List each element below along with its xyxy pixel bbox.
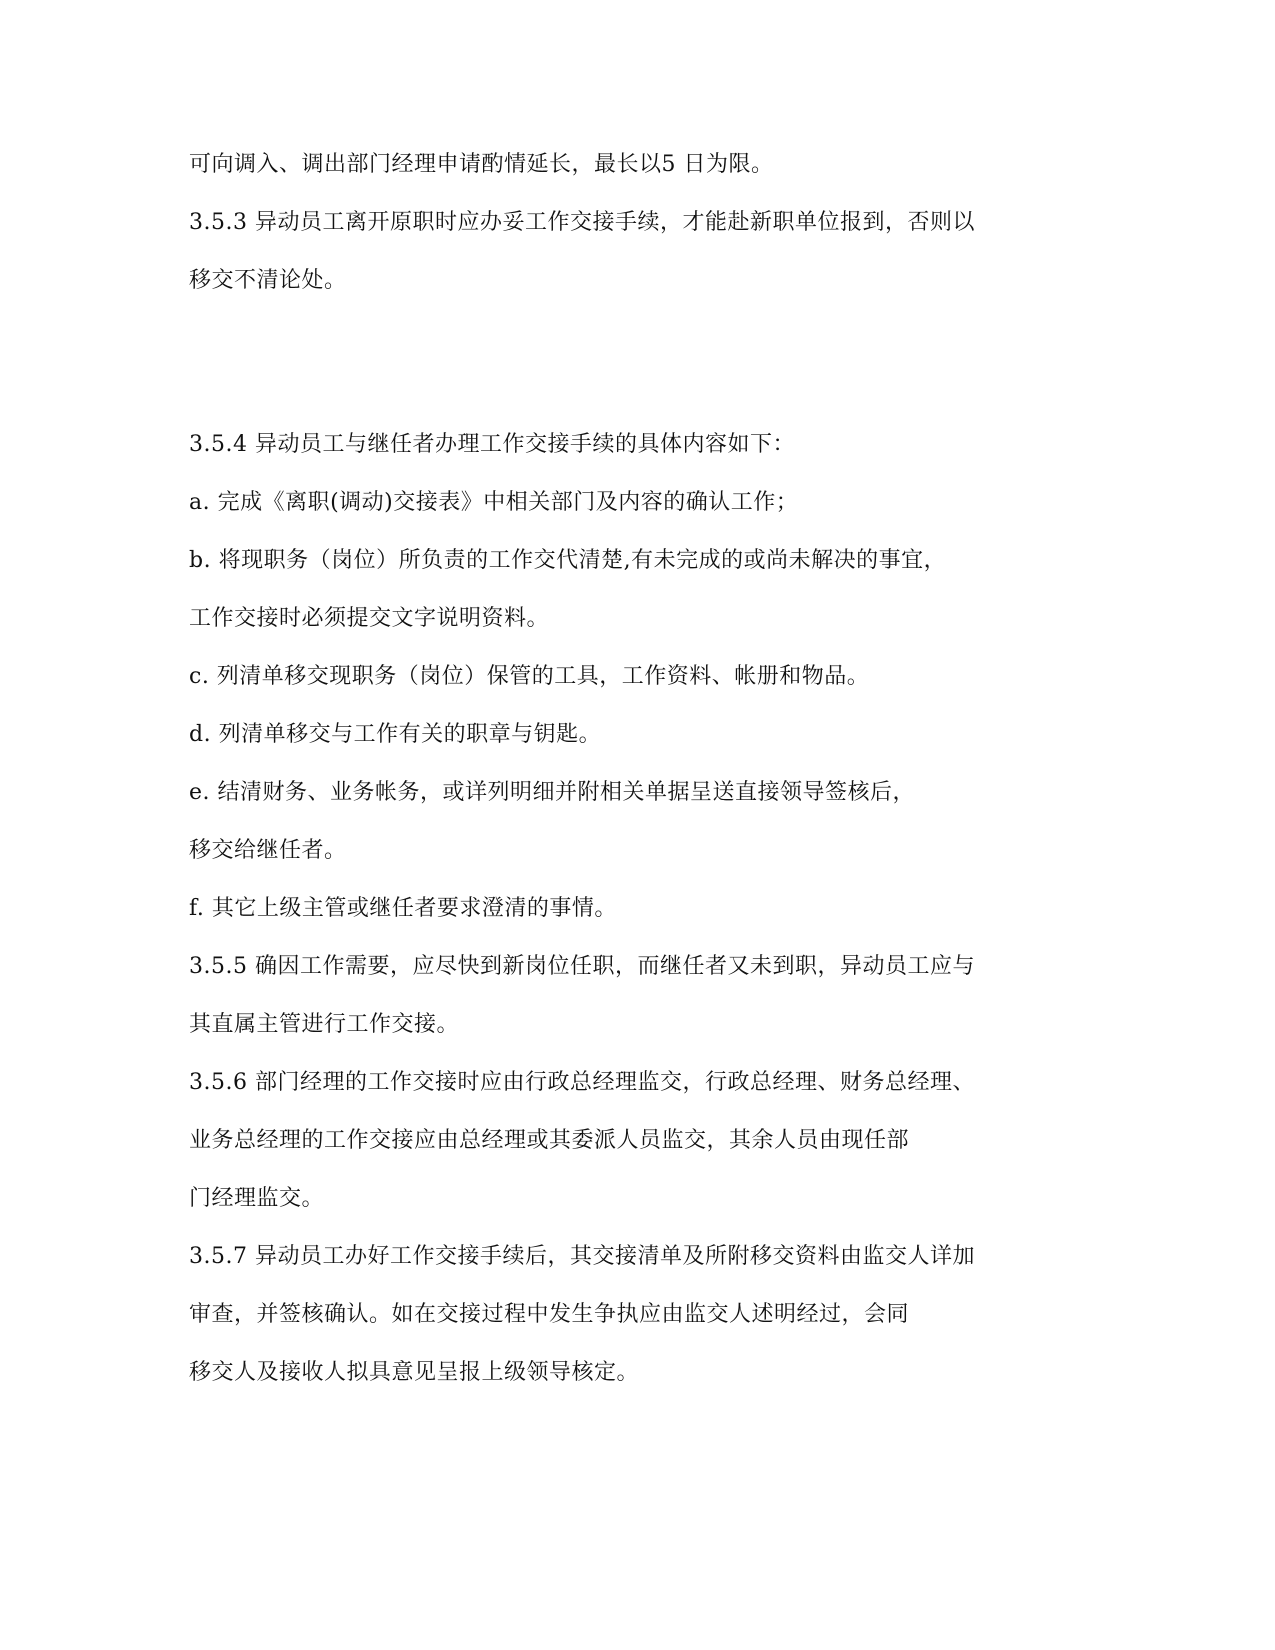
text-line: 3.5.5 确因工作需要，应尽快到新岗位任职，而继任者又未到职，异动员工应与	[189, 954, 975, 979]
text-line: d. 列清单移交与工作有关的职章与钥匙。	[189, 722, 602, 747]
text-line: 移交人及接收人拟具意见呈报上级领导核定。	[189, 1360, 640, 1385]
text-line: 可向调入、调出部门经理申请酌情延长，最长以5 日为限。	[189, 152, 774, 177]
text-line: 审查，并签核确认。如在交接过程中发生争执应由监交人述明经过，会同	[189, 1302, 910, 1327]
text-line: 工作交接时必须提交文字说明资料。	[189, 606, 550, 631]
text-line: 门经理监交。	[189, 1186, 325, 1211]
text-line: e. 结清财务、业务帐务，或详列明细并附相关单据呈送直接领导签核后，	[189, 780, 916, 805]
text-line: 3.5.3 异动员工离开原职时应办妥工作交接手续，才能赴新职单位报到，否则以	[189, 210, 975, 235]
text-line: 3.5.6 部门经理的工作交接时应由行政总经理监交，行政总经理、财务总经理、	[189, 1070, 975, 1095]
text-line: 3.5.4 异动员工与继任者办理工作交接手续的具体内容如下：	[189, 432, 795, 457]
text-line: 移交给继任者。	[189, 838, 347, 863]
text-line: 其直属主管进行工作交接。	[189, 1012, 460, 1037]
text-line: 3.5.7 异动员工办好工作交接手续后，其交接清单及所附移交资料由监交人详加	[189, 1244, 975, 1269]
text-line: 业务总经理的工作交接应由总经理或其委派人员监交，其余人员由现任部	[189, 1128, 910, 1153]
text-line: 移交不清论处。	[189, 268, 347, 293]
text-line: c. 列清单移交现职务（岗位）保管的工具，工作资料、帐册和物品。	[189, 664, 870, 689]
text-line: a. 完成《离职(调动)交接表》中相关部门及内容的确认工作；	[189, 490, 799, 515]
text-line: f. 其它上级主管或继任者要求澄清的事情。	[189, 896, 617, 921]
text-line: b. 将现职务（岗位）所负责的工作交代清楚,有未完成的或尚未解决的事宜，	[189, 548, 947, 573]
